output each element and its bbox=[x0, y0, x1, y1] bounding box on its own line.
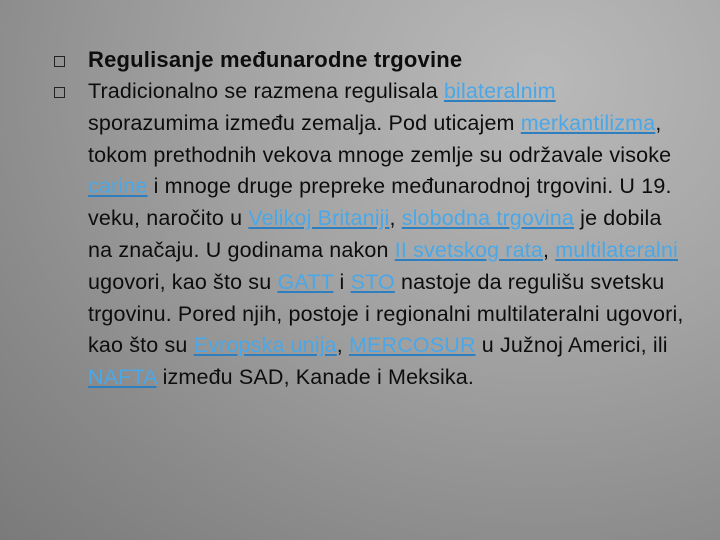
inline-link[interactable]: multilateralni bbox=[555, 237, 678, 262]
paragraph-text: , bbox=[389, 206, 402, 231]
paragraph-text: i mnoge druge prepreke međunarodnoj trgovini. U 19. veku, naročito u bbox=[88, 174, 672, 231]
inline-link[interactable]: Velikoj Britaniji bbox=[248, 206, 390, 231]
square-bullet-icon bbox=[54, 87, 65, 98]
paragraph-text: ugovori, kao što su bbox=[88, 269, 278, 294]
paragraph-text: sporazumima između zemalja. Pod uticajem bbox=[88, 110, 521, 135]
paragraph-text: Tradicionalno se razmena regulisala bbox=[88, 79, 444, 103]
inline-link[interactable]: II svetskog rata bbox=[394, 237, 543, 262]
paragraph-text: , bbox=[542, 237, 556, 262]
square-bullet-icon bbox=[54, 56, 65, 67]
bullet-paragraph bbox=[88, 76, 684, 394]
inline-link[interactable]: MERCOSUR bbox=[349, 333, 476, 358]
inline-link[interactable]: bilateralnim bbox=[443, 79, 556, 103]
inline-link[interactable]: GATT bbox=[277, 269, 334, 294]
inline-link[interactable]: NAFTA bbox=[88, 365, 157, 390]
paragraph-text: u Južnoj Americi, ili bbox=[475, 333, 668, 358]
paragraph-text: nastoje da regulišu svetsku trgovinu. Pored njih, postoje i regionalni multilateralni ugovori, kao što su bbox=[88, 269, 684, 358]
slide-content bbox=[54, 44, 684, 394]
paragraph-text: između SAD, Kanade i Meksika. bbox=[156, 365, 475, 390]
inline-link[interactable]: carine bbox=[88, 174, 148, 199]
inline-link[interactable]: STO bbox=[350, 269, 395, 294]
inline-link[interactable]: merkantilizma bbox=[520, 110, 656, 135]
bullet-title: Regulisanje međunarodne trgovine bbox=[88, 47, 463, 72]
paragraph-text: , bbox=[336, 333, 349, 358]
paragraph-text: i bbox=[333, 269, 351, 294]
paragraph-text: je dobila na značaju. U godinama nakon bbox=[88, 206, 662, 262]
bullet-item-title bbox=[54, 44, 684, 76]
inline-link[interactable]: Evropska unija bbox=[193, 333, 337, 358]
paragraph-text: , tokom prethodnih vekova mnoge zemlje su održavale visoke bbox=[88, 110, 672, 167]
bullet-item-paragraph bbox=[54, 76, 684, 394]
inline-link[interactable]: slobodna trgovina bbox=[401, 206, 575, 231]
